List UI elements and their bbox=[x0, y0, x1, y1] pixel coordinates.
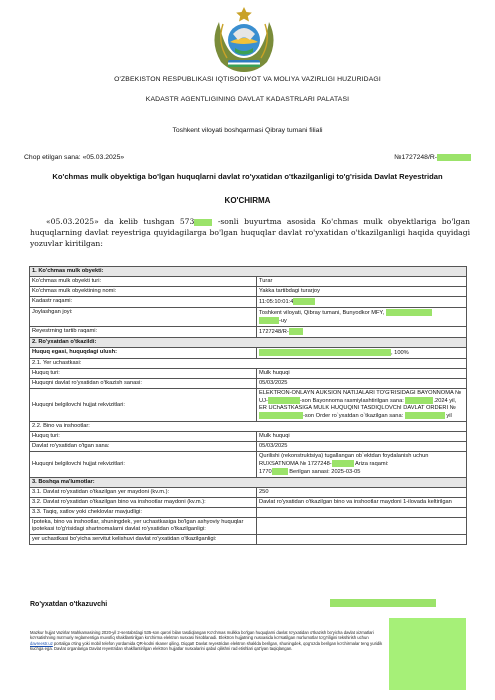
row-value bbox=[257, 389, 467, 422]
table-row bbox=[30, 348, 467, 359]
doc-text: yil bbox=[446, 413, 452, 419]
row-label: Huquqni davlat ro'yxatidan o'tkazish sanasi: bbox=[30, 379, 257, 389]
subsection-heading: 2.1. Yer uchastkasi: bbox=[30, 359, 467, 369]
footnote-text: portaliga o'ting yoki mobil telefon yordamida QR-kodni skaner qiling. Diqqat! Davlat reyestridan elektron shaklda berilgan, shuningdek, qog'ozda berilgan ko'chirmalar teng yuridik kuchga ega. Davlat organlariga Davlat reyestridan shakllantirilgan elektron hujjatlar nusxalarini qabul qilishni rad etishlari qat'iyan taqiqlangan. bbox=[30, 640, 383, 652]
row-label: Huquq turi: bbox=[30, 369, 257, 379]
table-row bbox=[30, 287, 467, 297]
registry-number: 1727248/R- bbox=[259, 329, 289, 335]
doc-text: Berilgan sanasi: 2025-03-05 bbox=[289, 469, 361, 475]
agency-heading: KADASTR AGENTLIGINING DAVLAT KADASTRLARI PALATASI bbox=[145, 96, 350, 103]
qr-code-redaction[interactable] bbox=[389, 618, 466, 690]
registrar-label: Ro'yxatdan o'tkazuvchi bbox=[30, 601, 108, 608]
table-row bbox=[30, 327, 467, 338]
table-row bbox=[30, 498, 467, 508]
row-label: Reyestrning tartib raqami: bbox=[30, 327, 257, 338]
registry-table bbox=[29, 266, 467, 545]
redaction-mask bbox=[259, 412, 303, 419]
redaction-mask bbox=[194, 219, 212, 226]
row-label: 3.3. Taqiq, xatlov yoki cheklovlar mavjudligi: bbox=[30, 508, 257, 518]
table-row bbox=[30, 508, 467, 518]
doc-text: Ariza raqami: bbox=[354, 461, 389, 467]
intro-text-2: -sonli buyurtma asosida Ko'chmas mulk obyektlariga bo'lgan huquqlarning davlat reyestriga quyidagilarga bo'lgan huquqlar davlat ro'yxatidan o'tkazilganligi haqida quyidagi yozuvlar kiritilgan: bbox=[30, 217, 470, 248]
legal-footnote bbox=[30, 630, 388, 652]
owner-share: , 100% bbox=[391, 350, 409, 356]
row-label: Huquq egasi, huquqdagi ulush: bbox=[30, 348, 257, 359]
doc-text: -son Bayonnoma rasmiylashtirilgan sana: bbox=[299, 398, 404, 404]
redaction-mask bbox=[268, 397, 300, 404]
branch-heading: Toshkent viloyati boshqarmasi Qibray tumani filiali bbox=[172, 127, 323, 134]
section-1-heading: 1. Ko'chmas mulk obyekti: bbox=[30, 267, 467, 277]
redaction-mask bbox=[259, 317, 279, 324]
row-value bbox=[257, 308, 467, 327]
row-value bbox=[257, 327, 467, 338]
verification-link[interactable]: davreestr.uz bbox=[30, 640, 53, 646]
row-value bbox=[257, 348, 467, 359]
row-value: 250 bbox=[257, 488, 467, 498]
address-text: Toshkent viloyati, Qibray tumani, Bunyodkor MFY, bbox=[259, 310, 385, 316]
document-subtitle: KO'CHIRMA bbox=[224, 196, 271, 205]
row-label: Huquqni belgilovchi hujjat rekvizitlari: bbox=[30, 452, 257, 478]
doc-text: 1770 bbox=[259, 469, 272, 475]
redaction-mask bbox=[437, 154, 471, 161]
document-number-text: №1727248/R- bbox=[394, 154, 437, 161]
table-row bbox=[30, 422, 467, 432]
document-title: Ko'chmas mulk obyektiga bo'lgan huquqlarni davlat ro'yxatidan o'tkazilganligi to'g'risida Davlat Reyestridan bbox=[52, 172, 443, 181]
subsection-heading: 2.2. Bino va inshootlar: bbox=[30, 422, 467, 432]
table-row bbox=[30, 359, 467, 369]
row-value bbox=[257, 452, 467, 478]
intro-paragraph bbox=[30, 216, 470, 249]
table-row bbox=[30, 297, 467, 308]
table-row bbox=[30, 442, 467, 452]
row-value bbox=[257, 535, 467, 545]
redaction-mask bbox=[272, 468, 288, 475]
row-label: Kadastr raqami: bbox=[30, 297, 257, 308]
redaction-mask bbox=[386, 309, 432, 316]
redaction-mask bbox=[405, 397, 433, 404]
row-label: Huquqni belgilovchi hujjat rekvizitlari: bbox=[30, 389, 257, 422]
intro-text-1: «05.03.2025» da kelib tushgan 573 bbox=[46, 217, 195, 226]
document-number bbox=[394, 154, 471, 161]
redaction-mask bbox=[289, 328, 303, 335]
row-value bbox=[257, 297, 467, 308]
row-label: Ko'chmas mulk obyekti turi: bbox=[30, 277, 257, 287]
row-label: 3.1. Davlat ro'yxatidan o'tkazilgan yer maydoni (kv.m.): bbox=[30, 488, 257, 498]
section-row bbox=[30, 338, 467, 348]
section-3-heading: 3. Boshqa ma'lumotlar: bbox=[30, 478, 467, 488]
ministry-heading: O'ZBEKISTON RESPUBLIKASI IQTISODIYOT VA MOLIYA VAZIRLIGI HUZURIDAGI bbox=[114, 76, 381, 83]
table-row bbox=[30, 432, 467, 442]
state-emblem-icon bbox=[205, 4, 283, 74]
row-value: Davlat ro'yxatidan o'tkazilgan bino va inshootlar maydoni 1-ilovada keltirilgan bbox=[257, 498, 467, 508]
table-row bbox=[30, 369, 467, 379]
cadastral-number: 11:05:10:01:4 bbox=[259, 299, 294, 305]
footnote-text: Mazkur hujjat Vazirlar Mahkamasining 2020-yil 2-sentabrdagi 535-son qarori bilan tasdiqlangan Ko'chmas mulkka bo'lgan huquqlarni davlat ro'yxatidan o'tkazish bo'yicha davlat xizmatlari ko'rsatishning ma'muriy reglamentiga muvofiq shakllantirilgan ko'chirma elektron nusxasi hisoblanadi. Elektron hujjatning nusxasida ko'rsatilgan ma'lumotlar to'g'riligini tekshirish uchun bbox=[30, 630, 374, 641]
redaction-mask bbox=[332, 460, 354, 467]
table-row bbox=[30, 518, 467, 535]
row-value: 05/03/2025 bbox=[257, 379, 467, 389]
row-value: Yakka tartibdagi turarjoy bbox=[257, 287, 467, 297]
row-label: yer uchastkasi bo'yicha servitut kelishuvi davlat ro'yxatidan o'tkazilganligi: bbox=[30, 535, 257, 545]
section-row bbox=[30, 478, 467, 488]
redaction-mask bbox=[293, 298, 315, 305]
row-value: Mulk huquqi bbox=[257, 432, 467, 442]
row-label: Ko'chmas mulk obyektining nomi: bbox=[30, 287, 257, 297]
address-suffix: -uy bbox=[279, 318, 287, 324]
doc-text: -son Order ro`yxatdan o`tkazilgan sana: bbox=[303, 413, 404, 419]
row-value bbox=[257, 508, 467, 518]
issue-date: Chop etilgan sana: «05.03.2025» bbox=[24, 154, 125, 161]
table-row bbox=[30, 379, 467, 389]
table-row bbox=[30, 277, 467, 287]
row-value: Turar bbox=[257, 277, 467, 287]
section-row bbox=[30, 267, 467, 277]
row-label: 3.2. Davlat ro'yxatidan o'tkazilgan bino va inshootlar maydoni (kv.m.): bbox=[30, 498, 257, 508]
table-row bbox=[30, 308, 467, 327]
redaction-mask bbox=[405, 412, 445, 419]
row-value bbox=[257, 518, 467, 535]
registrar-name-redaction bbox=[330, 599, 436, 607]
row-value: Mulk huquqi bbox=[257, 369, 467, 379]
row-label: Joylashgan joyi: bbox=[30, 308, 257, 327]
table-row bbox=[30, 535, 467, 545]
table-row bbox=[30, 389, 467, 422]
row-label: Huquq turi: bbox=[30, 432, 257, 442]
row-value: 05/03/2025 bbox=[257, 442, 467, 452]
table-row bbox=[30, 488, 467, 498]
doc-text: ELEKTRON-ONLAYN AUKSION NATIJALARI TO'G'RISIDAGI BAYONNOMA № UJ- bbox=[259, 390, 462, 404]
table-row bbox=[30, 452, 467, 478]
doc-text: Qurilishi (rekonstruktsiya) tugallangan ob`ektdan foydalanish uchun RUXSATNOMA № 1727248- bbox=[259, 453, 429, 467]
row-label: Davlat ro'yxatidan o'tgan sana: bbox=[30, 442, 257, 452]
doc-text: .2024 yil, ER UChASTKASIGA MULK HUQUQINI TASDIQLOVChI DAVLAT ORDERI № bbox=[259, 398, 457, 411]
redaction-mask bbox=[259, 349, 391, 356]
section-2-heading: 2. Ro'yxatdan o'tkazildi: bbox=[30, 338, 467, 348]
row-label: Ipoteka, bino va inshootlar, shuningdek, yer uchastkasiga bo'lgan ashyoviy huquqlar ipotekasi to'g'risidagi shartnomalarni davlat ro'yxatidan o'tkazilganligi: bbox=[30, 518, 257, 535]
